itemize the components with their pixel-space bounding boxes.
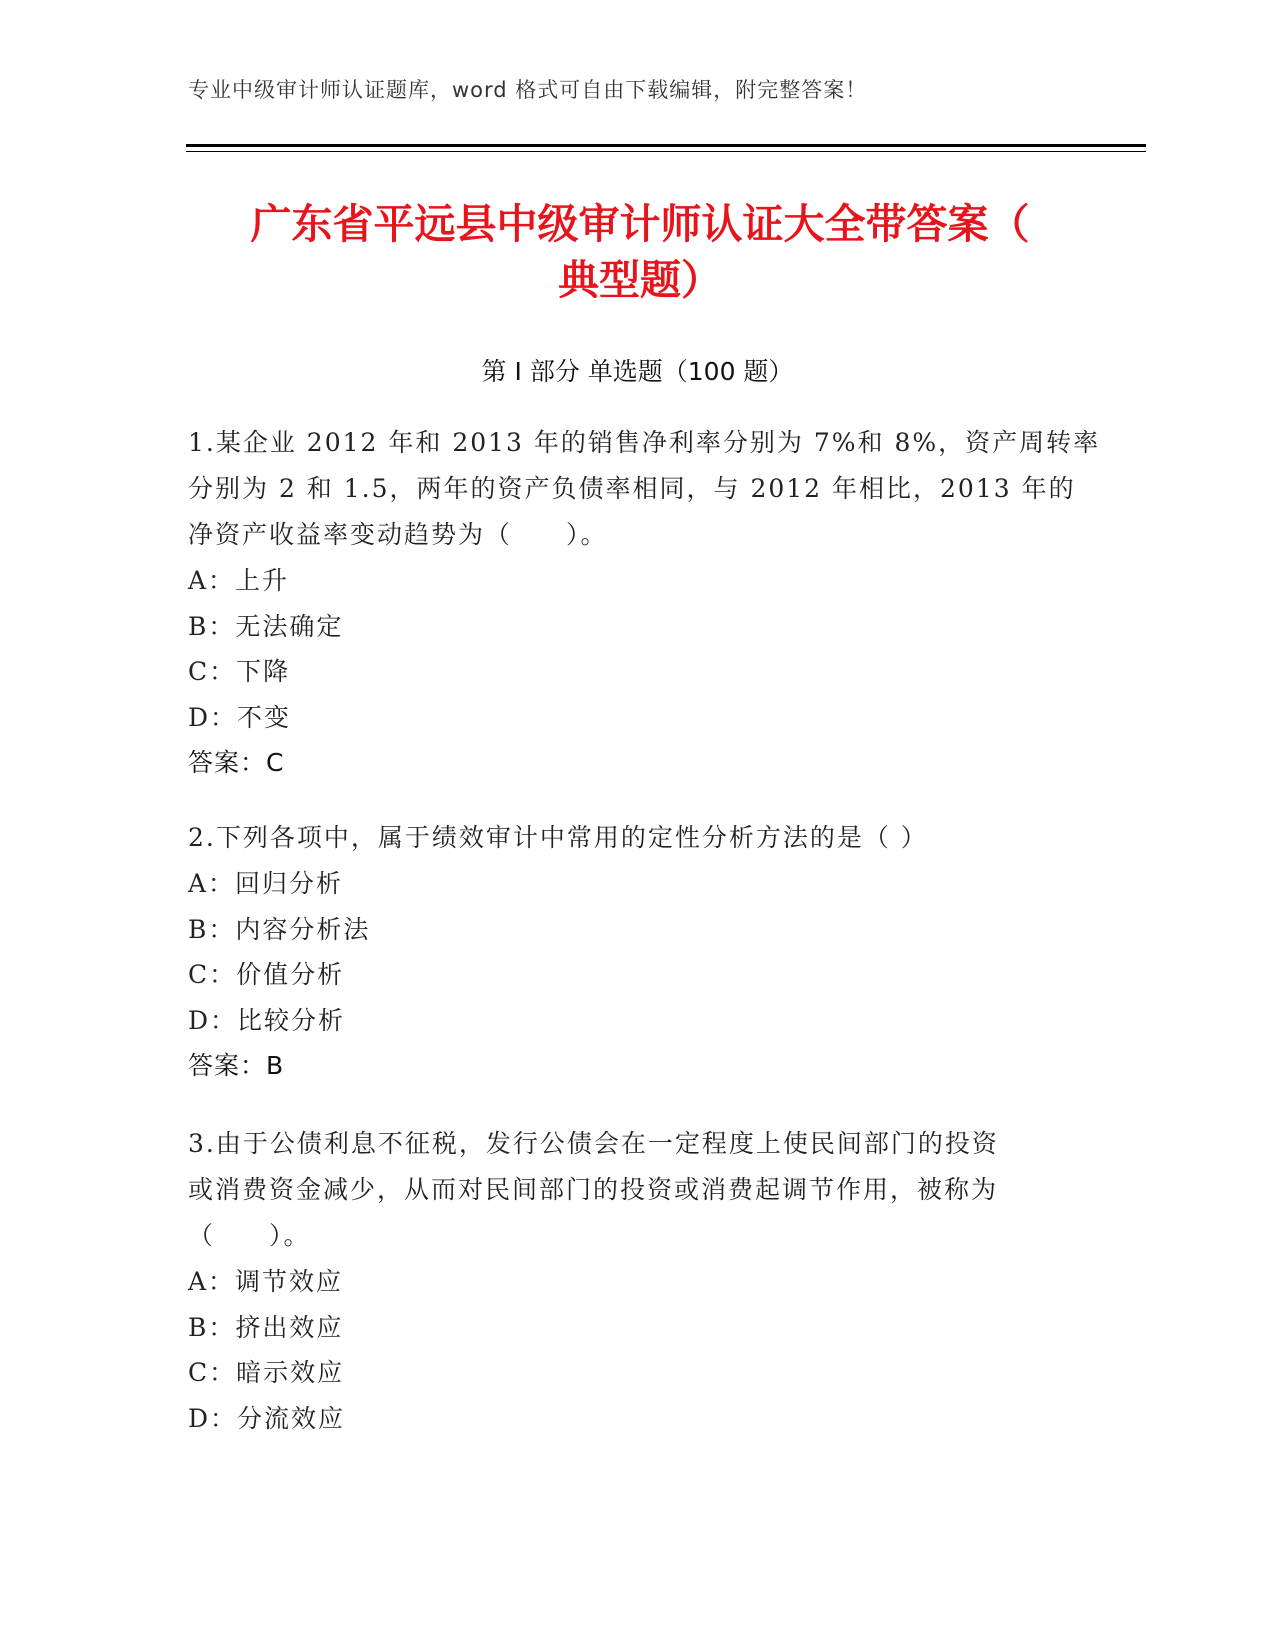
question-stem xyxy=(188,420,1101,558)
option-c: C：价值分析 xyxy=(188,960,345,989)
question-stem-line: 分别为 2 和 1.5，两年的资产负债率相同，与 2012 年相比，2013 年的 xyxy=(188,474,1076,503)
option-b: B：挤出效应 xyxy=(188,1312,344,1342)
question-stem-line: 3.由于公债利息不征税，发行公债会在一定程度上使民间部门的投资 xyxy=(188,1129,999,1158)
question-2 xyxy=(188,815,1078,1089)
option-b: B：内容分析法 xyxy=(188,914,371,944)
option-a: A：上升 xyxy=(188,566,290,595)
option-b: B：无法确定 xyxy=(188,611,344,641)
question-stem-line: 1.某企业 2012 年和 2013 年的销售净利率分别为 7%和 8%，资产周转率 xyxy=(188,428,1101,457)
option-d: D：分流效应 xyxy=(188,1403,346,1433)
question-stem-line: 或消费资金减少，从而对民间部门的投资或消费起调节作用，被称为 xyxy=(188,1175,999,1204)
option-d: D：不变 xyxy=(188,702,292,732)
answer: 答案：C xyxy=(188,748,285,777)
question-stem-line: 净资产收益率变动趋势为（ ）。 xyxy=(188,520,608,549)
answer: 答案：B xyxy=(188,1051,285,1080)
option-a: A：回归分析 xyxy=(188,869,344,898)
header-rule-thick xyxy=(186,144,1146,147)
document-title-line-1: 广东省平远县中级审计师认证大全带答案（ xyxy=(250,200,1030,248)
question-1 xyxy=(188,420,1101,786)
option-c: C：暗示效应 xyxy=(188,1358,345,1387)
question-stem xyxy=(188,815,1078,861)
option-c: C：下降 xyxy=(188,657,291,686)
header-note: 专业中级审计师认证题库，word 格式可自由下载编辑，附完整答案！ xyxy=(188,78,868,102)
section-title: 第 I 部分 单选题（100 题） xyxy=(481,357,794,386)
document-title-line-2: 典型题） xyxy=(558,256,722,304)
option-d: D：比较分析 xyxy=(188,1005,346,1035)
question-stem-line: （ ）。 xyxy=(188,1221,311,1250)
option-a: A：调节效应 xyxy=(188,1267,344,1296)
document-title xyxy=(170,196,1110,308)
question-3 xyxy=(188,1121,1078,1441)
question-stem-line: 2.下列各项中，属于绩效审计中常用的定性分析方法的是（ ） xyxy=(188,823,928,852)
header-rule-thin xyxy=(186,151,1146,152)
question-stem xyxy=(188,1121,1078,1259)
